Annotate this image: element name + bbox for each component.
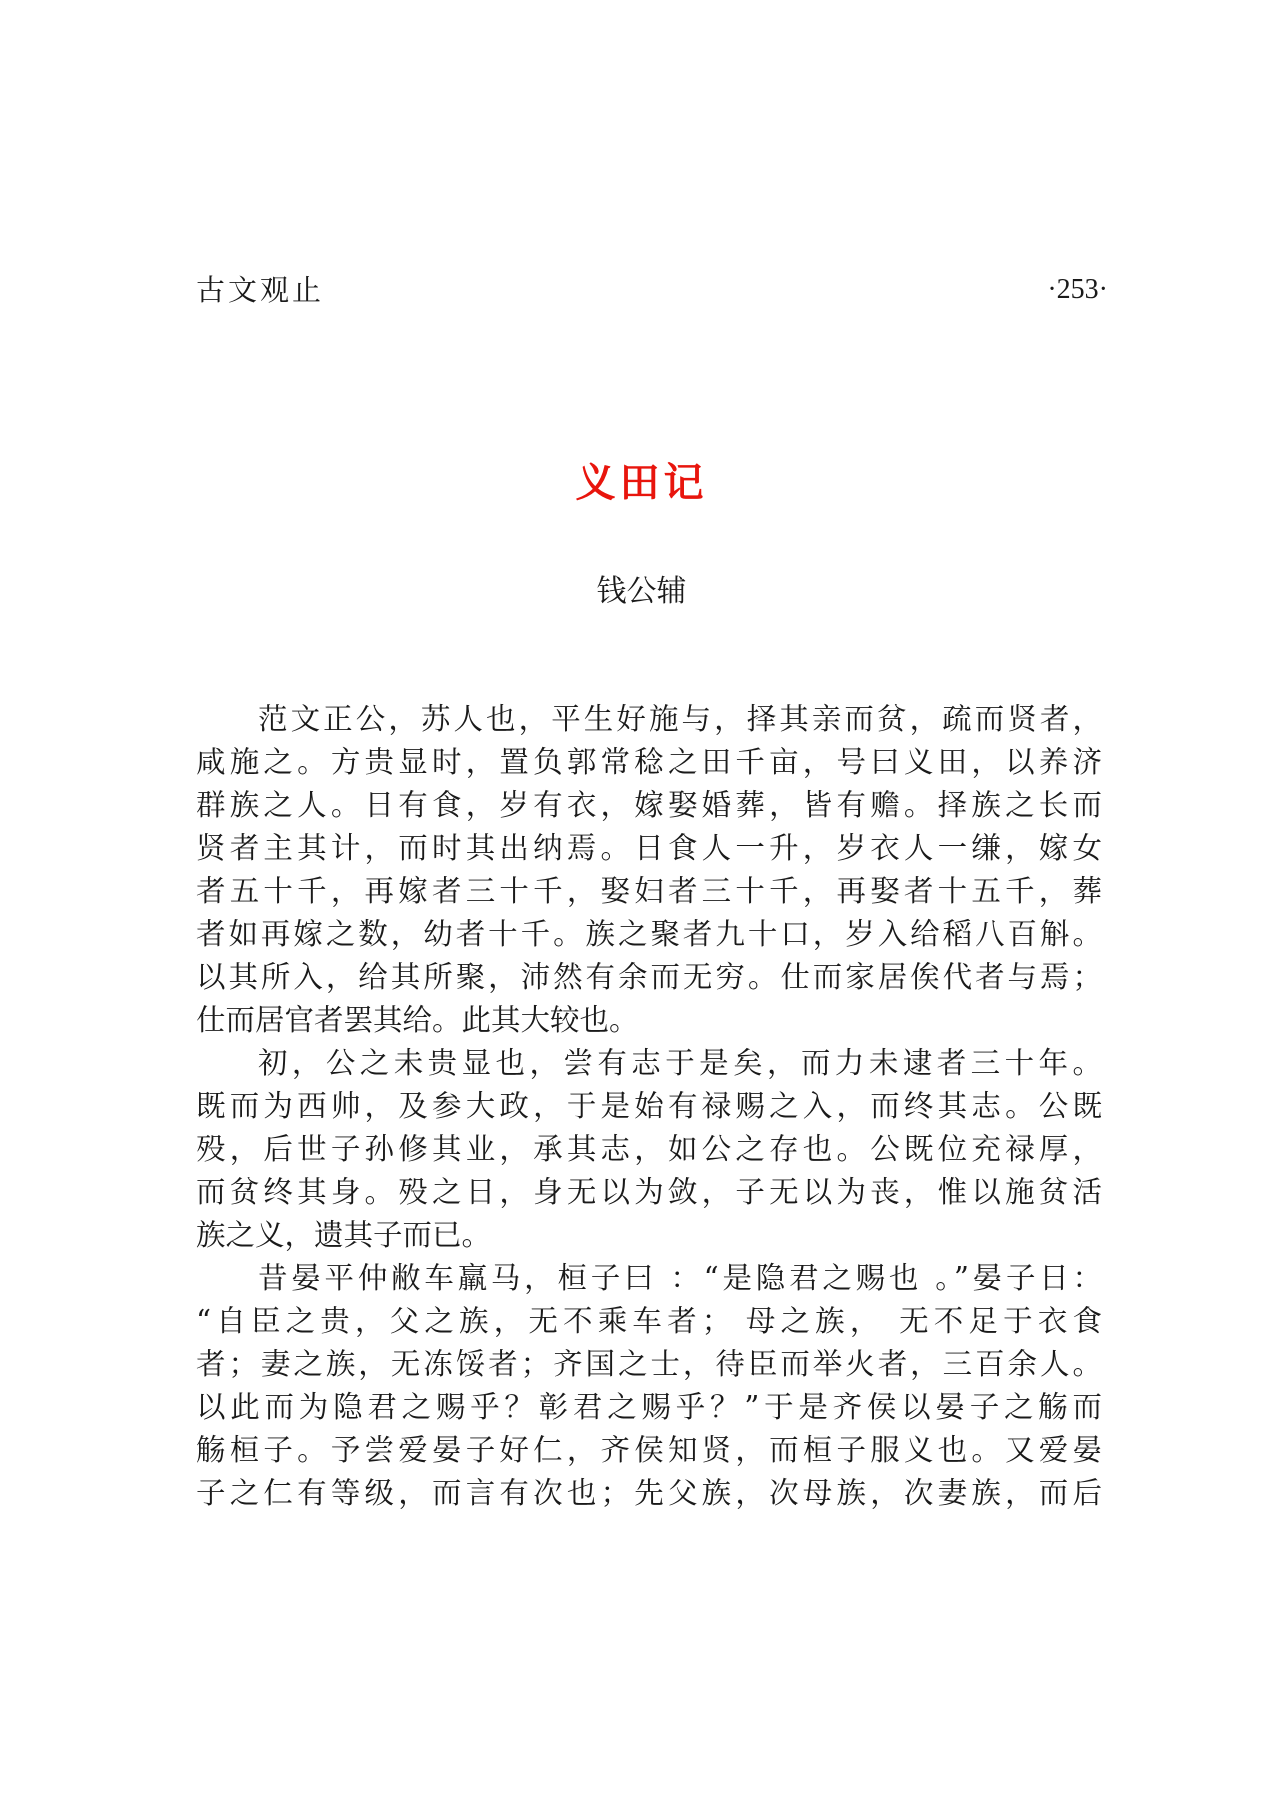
- text-line: 族之义，遗其子而已。: [196, 1218, 492, 1252]
- text-line: 群族之人。日有食，岁有衣，嫁娶婚葬，皆有赡。择族之长而: [196, 788, 1102, 822]
- text-line: 范文正公，苏人也，平生好施与，择其亲而贫，疏而贤者，: [258, 702, 1102, 736]
- text-line: “自臣之贵，父之族，无不乘车者； 母之族， 无不足于衣食: [196, 1304, 1102, 1338]
- article-author: 钱公辅: [596, 574, 687, 609]
- text-line: 仕而居官者罢其给。此其大较也。: [196, 1003, 639, 1037]
- text-line: 觞桓子。予尝爱晏子好仁，齐侯知贤，而桓子服义也。又爱晏: [196, 1433, 1102, 1467]
- article-body: [196, 698, 1102, 1515]
- text-line: 以其所入，给其所聚，沛然有余而无穷。仕而家居俟代者与焉；: [196, 960, 1102, 994]
- article-title: 义田记: [575, 460, 708, 506]
- text-line: 昔晏平仲敝车羸马，桓子曰 ：“是隐君之赐也 。”晏子日：: [258, 1261, 1102, 1295]
- text-line: 而贫终其身。殁之日，身无以为敛，子无以为丧，惟以施贫活: [196, 1175, 1102, 1209]
- running-header-book-title: 古文观止: [196, 273, 325, 307]
- text-line: 者如再嫁之数，幼者十千。族之聚者九十口，岁入给稻八百斛。: [196, 917, 1102, 951]
- text-line: 贤者主其计，而时其出纳焉。日食人一升，岁衣人一缣，嫁女: [196, 831, 1102, 865]
- text-line: 初，公之未贵显也，尝有志于是矣，而力未逮者三十年。: [258, 1046, 1102, 1080]
- text-line: 咸施之。方贵显时，置负郭常稔之田千亩，号曰义田，以养济: [196, 745, 1102, 779]
- text-line: 以此而为隐君之赐乎？彰君之赐乎？”于是齐侯以晏子之觞而: [196, 1390, 1102, 1424]
- page-number: ·253·: [1047, 274, 1108, 305]
- text-line: 者；妻之族，无冻馁者；齐国之士，待臣而举火者，三百余人。: [196, 1347, 1102, 1381]
- text-line: 既而为西帅，及参大政，于是始有禄赐之入，而终其志。公既: [196, 1089, 1102, 1123]
- text-line: 者五十千，再嫁者三十千，娶妇者三十千，再娶者十五千，葬: [196, 874, 1102, 908]
- text-line: 殁，后世子孙修其业，承其志，如公之存也。公既位充禄厚，: [196, 1132, 1102, 1166]
- text-line: 子之仁有等级，而言有次也；先父族，次母族，次妻族，而后: [196, 1476, 1102, 1510]
